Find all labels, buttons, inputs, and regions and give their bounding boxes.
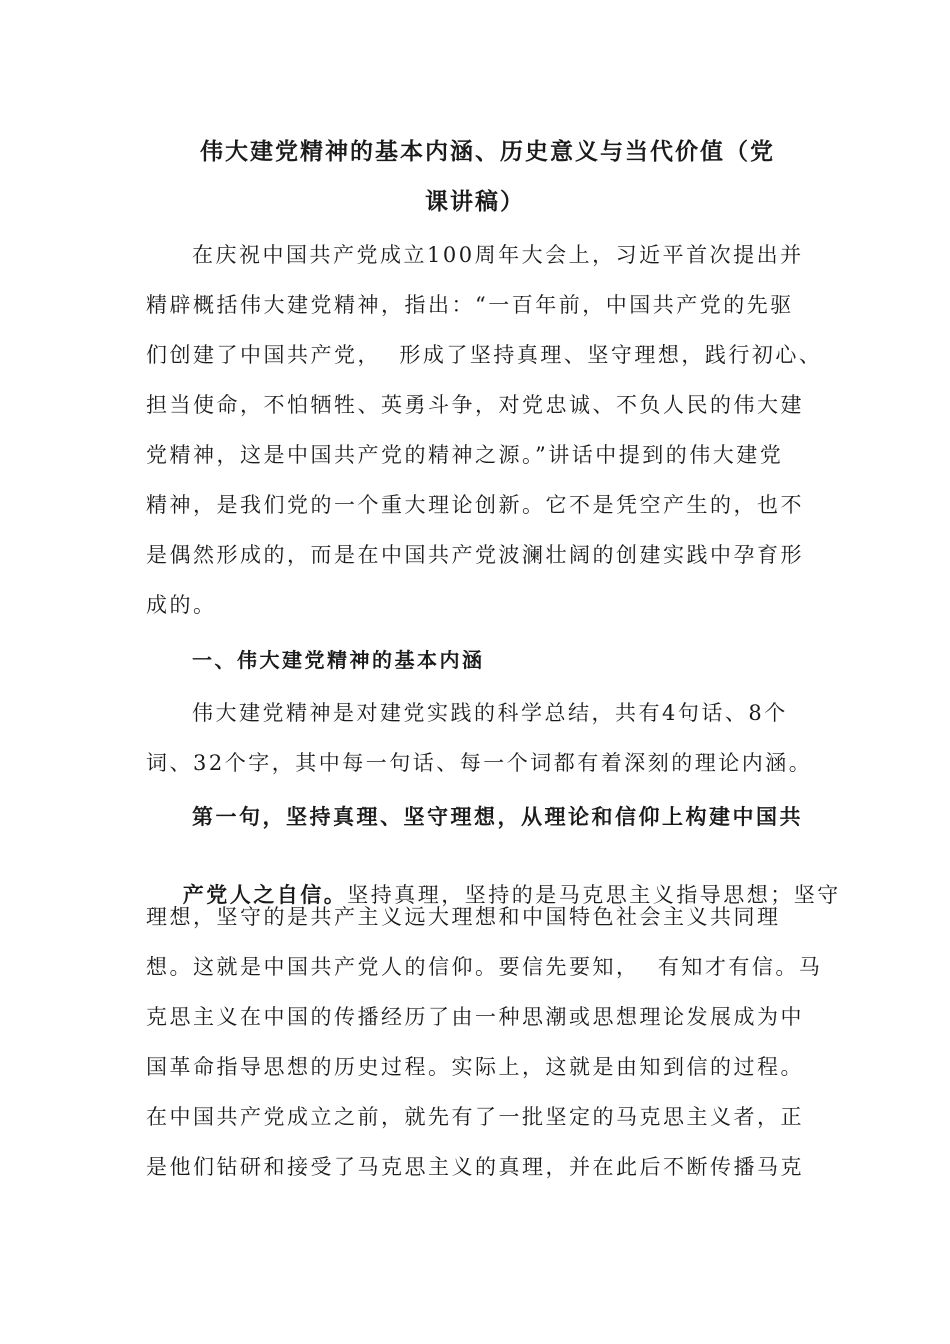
paragraph-1-line-3: 们创建了中国共产党， 形成了坚持真理、坚守理想，践行初心、 [146, 343, 823, 367]
paragraph-3-bold-lead-line-2: 产党人之自信。 [182, 883, 348, 907]
paragraph-1-line-6: 精神，是我们党的一个重大理论创新。它不是凭空产生的，也不 [146, 493, 804, 517]
paragraph-1-line-2: 精辟概括伟大建党精神，指出：“一百年前，中国共产党的先驱 [146, 293, 794, 317]
paragraph-3-bold-lead-line-1: 第一句，坚持真理、坚守理想，从理论和信仰上构建中国共 [192, 805, 803, 829]
paragraph-1-line-1: 在庆祝中国共产党成立100周年大会上，习近平首次提出并 [192, 243, 804, 267]
paragraph-1-line-7: 是偶然形成的，而是在中国共产党波澜壮阔的创建实践中孕育形 [146, 543, 804, 567]
paragraph-1-line-4: 担当使命，不怕牺牲、英勇斗争，对党忠诚、不负人民的伟大建 [146, 393, 804, 417]
paragraph-2-line-2: 词、32个字，其中每一句话、每一个词都有着深刻的理论内涵。 [146, 751, 813, 775]
paragraph-2-line-1: 伟大建党精神是对建党实践的科学总结，共有4句话、8个 [192, 701, 788, 725]
paragraph-3-line-8: 是他们钻研和接受了马克思主义的真理，并在此后不断传播马克 [146, 1155, 804, 1179]
document-title-line-1: 伟大建党精神的基本内涵、历史意义与当代价值（党 [200, 139, 775, 165]
document-title-line-2: 课讲稿） [425, 189, 525, 215]
paragraph-1-line-5: 党精神，这是中国共产党的精神之源。”讲话中提到的伟大建党 [146, 443, 784, 467]
paragraph-3-line-4: 想。这就是中国共产党人的信仰。要信先要知， 有知才有信。马 [146, 955, 823, 979]
section-heading-1: 一、伟大建党精神的基本内涵 [192, 648, 485, 672]
paragraph-3-line-3: 理想，坚守的是共产主义远大理想和中国特色社会主义共同理 [146, 905, 781, 929]
paragraph-3-line-5: 克思主义在中国的传播经历了由一种思潮或思想理论发展成为中 [146, 1005, 804, 1029]
paragraph-3-line-7: 在中国共产党成立之前，就先有了一批坚定的马克思主义者，正 [146, 1105, 804, 1129]
paragraph-3-line-6: 国革命指导思想的历史过程。实际上，这就是由知到信的过程。 [146, 1055, 804, 1079]
paragraph-3-line-2-rest: 坚持真理，坚持的是马克思主义指导思想；坚守 [347, 883, 841, 907]
paragraph-1-line-8: 成的。 [146, 593, 217, 617]
